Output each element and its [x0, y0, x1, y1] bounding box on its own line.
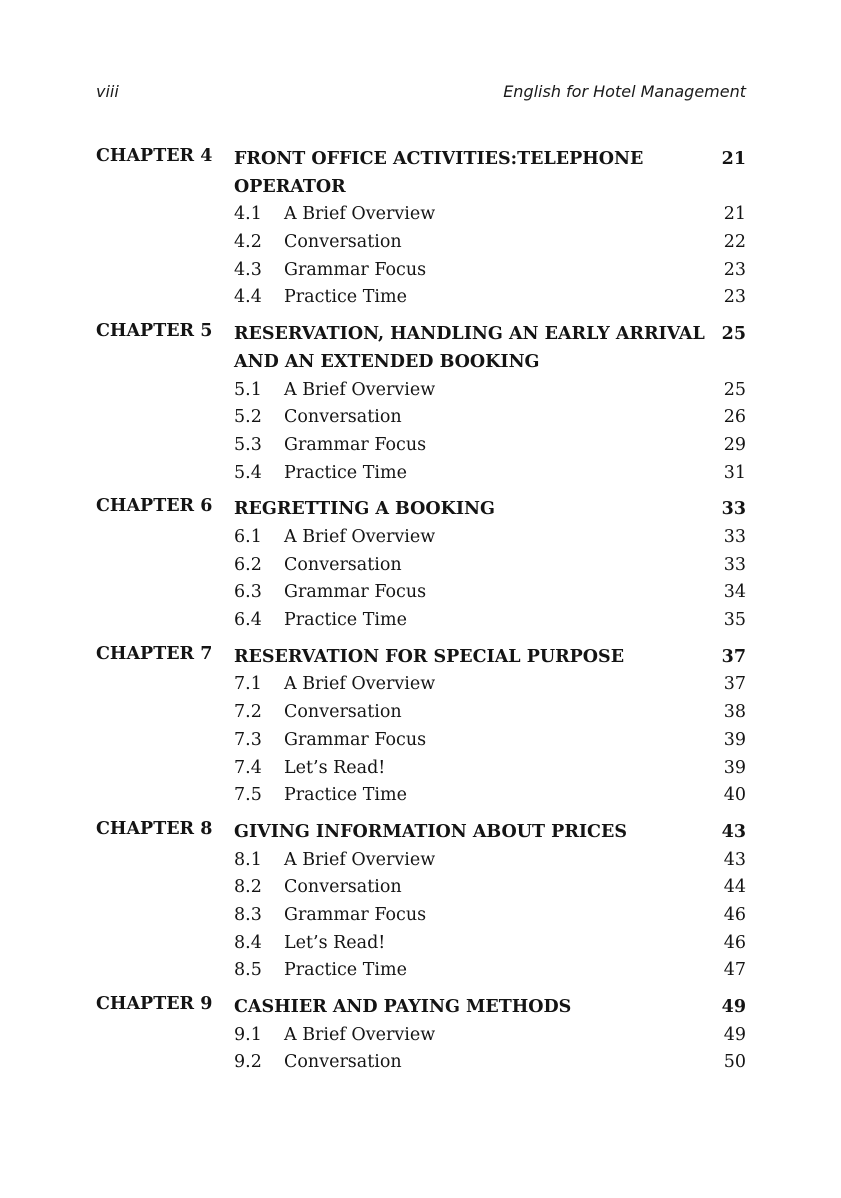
- toc-section-row[interactable]: [96, 874, 746, 902]
- chapter-heading[interactable]: [96, 644, 746, 672]
- section-title: Let’s Read!: [284, 932, 386, 953]
- toc-section-row[interactable]: [96, 377, 746, 405]
- section-title: A Brief Overview: [284, 674, 436, 695]
- chapter-heading[interactable]: [96, 994, 746, 1022]
- section-page-number: 23: [723, 287, 746, 308]
- chapter-page-number: 49: [721, 997, 746, 1018]
- section-number: 9.2: [234, 1052, 262, 1073]
- section-page-number: 22: [723, 232, 746, 253]
- chapter-title: GIVING INFORMATION ABOUT PRICES: [234, 821, 627, 842]
- section-page-number: 37: [723, 674, 746, 695]
- toc-section-row[interactable]: [96, 755, 746, 783]
- chapter-page-number: 37: [721, 646, 746, 667]
- section-page-number: 40: [723, 785, 746, 806]
- chapter-title: CASHIER AND PAYING METHODS: [234, 997, 572, 1018]
- section-page-number: 21: [723, 204, 746, 225]
- section-title: Practice Time: [284, 287, 407, 308]
- toc-section-row[interactable]: [96, 579, 746, 607]
- section-page-number: 33: [723, 554, 746, 575]
- toc-section-row[interactable]: [96, 671, 746, 699]
- section-page-number: 34: [723, 582, 746, 603]
- section-title: Grammar Focus: [284, 904, 427, 925]
- section-title: A Brief Overview: [284, 1024, 436, 1045]
- section-number: 4.4: [234, 287, 262, 308]
- section-number: 5.3: [234, 434, 262, 455]
- toc-section-row[interactable]: [96, 404, 746, 432]
- section-title: Conversation: [284, 554, 402, 575]
- section-page-number: 39: [723, 757, 746, 778]
- section-page-number: 25: [723, 379, 746, 400]
- section-number: 4.1: [234, 204, 262, 225]
- page-number-label: viii: [96, 82, 119, 101]
- section-number: 6.1: [234, 527, 262, 548]
- toc-section-row[interactable]: [96, 201, 746, 229]
- chapter-title: REGRETTING A BOOKING: [234, 499, 495, 520]
- section-page-number: 31: [723, 462, 746, 483]
- section-number: 4.3: [234, 259, 262, 280]
- section-title: Grammar Focus: [284, 729, 427, 750]
- section-title: A Brief Overview: [284, 527, 436, 548]
- section-page-number: 35: [723, 610, 746, 631]
- section-number: 7.2: [234, 702, 262, 723]
- chapter-page-number: 25: [721, 324, 746, 345]
- toc-chapter: [96, 496, 746, 634]
- chapter-page-number: 43: [721, 821, 746, 842]
- toc-section-row[interactable]: [96, 847, 746, 875]
- toc-section-row[interactable]: [96, 257, 746, 285]
- section-page-number: 33: [723, 527, 746, 548]
- section-number: 6.2: [234, 554, 262, 575]
- section-title: A Brief Overview: [284, 379, 436, 400]
- section-number: 4.2: [234, 232, 262, 253]
- section-page-number: 46: [723, 904, 746, 925]
- toc-section-row[interactable]: [96, 782, 746, 810]
- chapter-label: CHAPTER 6: [96, 496, 213, 517]
- table-of-contents: [96, 146, 746, 1086]
- section-page-number: 46: [723, 932, 746, 953]
- section-title: Conversation: [284, 232, 402, 253]
- section-page-number: 43: [723, 849, 746, 870]
- section-number: 5.1: [234, 379, 262, 400]
- section-title: A Brief Overview: [284, 204, 436, 225]
- section-title: Conversation: [284, 702, 402, 723]
- chapter-heading[interactable]: [96, 496, 746, 524]
- toc-chapter: [96, 994, 746, 1077]
- section-page-number: 39: [723, 729, 746, 750]
- toc-section-row[interactable]: [96, 1049, 746, 1077]
- chapter-title: RESERVATION, HANDLING AN EARLY ARRIVAL AND AN EXTENDED BOOKING: [234, 324, 705, 372]
- chapter-label: CHAPTER 9: [96, 994, 213, 1015]
- chapter-title: FRONT OFFICE ACTIVITIES:TELEPHONE OPERATOR: [234, 149, 644, 197]
- toc-section-row[interactable]: [96, 524, 746, 552]
- section-number: 6.3: [234, 582, 262, 603]
- chapter-label: CHAPTER 8: [96, 818, 213, 839]
- chapter-page-number: 33: [721, 499, 746, 520]
- section-title: Conversation: [284, 1052, 402, 1073]
- chapter-title: RESERVATION FOR SPECIAL PURPOSE: [234, 646, 625, 667]
- toc-chapter: [96, 819, 746, 985]
- section-title: Grammar Focus: [284, 434, 427, 455]
- toc-chapter: [96, 321, 746, 487]
- section-page-number: 50: [723, 1052, 746, 1073]
- section-page-number: 29: [723, 434, 746, 455]
- section-number: 7.1: [234, 674, 262, 695]
- toc-section-row[interactable]: [96, 432, 746, 460]
- section-number: 8.4: [234, 932, 262, 953]
- toc-section-row[interactable]: [96, 902, 746, 930]
- chapter-label: CHAPTER 5: [96, 321, 213, 342]
- toc-chapter: [96, 644, 746, 810]
- toc-section-row[interactable]: [96, 460, 746, 488]
- section-title: Grammar Focus: [284, 259, 427, 280]
- section-number: 5.2: [234, 407, 262, 428]
- book-title: English for Hotel Management: [503, 82, 746, 101]
- section-page-number: 23: [723, 259, 746, 280]
- section-number: 8.5: [234, 960, 262, 981]
- running-header: [96, 82, 746, 106]
- chapter-label: CHAPTER 4: [96, 146, 213, 166]
- chapter-page-number: 21: [721, 149, 746, 169]
- section-page-number: 26: [723, 407, 746, 428]
- section-number: 7.3: [234, 729, 262, 750]
- section-title: Conversation: [284, 877, 402, 898]
- toc-chapter: [96, 146, 746, 312]
- section-number: 7.5: [234, 785, 262, 806]
- section-number: 5.4: [234, 462, 262, 483]
- chapter-heading[interactable]: [96, 819, 746, 847]
- section-title: Conversation: [284, 407, 402, 428]
- toc-section-row[interactable]: [96, 607, 746, 635]
- chapter-heading[interactable]: [96, 146, 746, 201]
- chapter-label: CHAPTER 7: [96, 643, 213, 664]
- section-title: Practice Time: [284, 610, 407, 631]
- toc-section-row[interactable]: [96, 229, 746, 257]
- section-page-number: 44: [723, 877, 746, 898]
- toc-section-row[interactable]: [96, 284, 746, 312]
- section-page-number: 38: [723, 702, 746, 723]
- section-title: Let’s Read!: [284, 757, 386, 778]
- section-title: Practice Time: [284, 785, 407, 806]
- toc-section-row[interactable]: [96, 957, 746, 985]
- section-number: 7.4: [234, 757, 262, 778]
- section-title: Grammar Focus: [284, 582, 427, 603]
- section-title: Practice Time: [284, 462, 407, 483]
- section-title: Practice Time: [284, 960, 407, 981]
- section-number: 9.1: [234, 1024, 262, 1045]
- section-number: 6.4: [234, 610, 262, 631]
- section-number: 8.1: [234, 849, 262, 870]
- section-number: 8.3: [234, 904, 262, 925]
- section-number: 8.2: [234, 877, 262, 898]
- toc-section-row[interactable]: [96, 699, 746, 727]
- toc-section-row[interactable]: [96, 930, 746, 958]
- section-page-number: 49: [723, 1024, 746, 1045]
- toc-section-row[interactable]: [96, 552, 746, 580]
- chapter-heading[interactable]: [96, 321, 746, 376]
- section-page-number: 47: [723, 960, 746, 981]
- section-title: A Brief Overview: [284, 849, 436, 870]
- toc-section-row[interactable]: [96, 727, 746, 755]
- toc-section-row[interactable]: [96, 1022, 746, 1050]
